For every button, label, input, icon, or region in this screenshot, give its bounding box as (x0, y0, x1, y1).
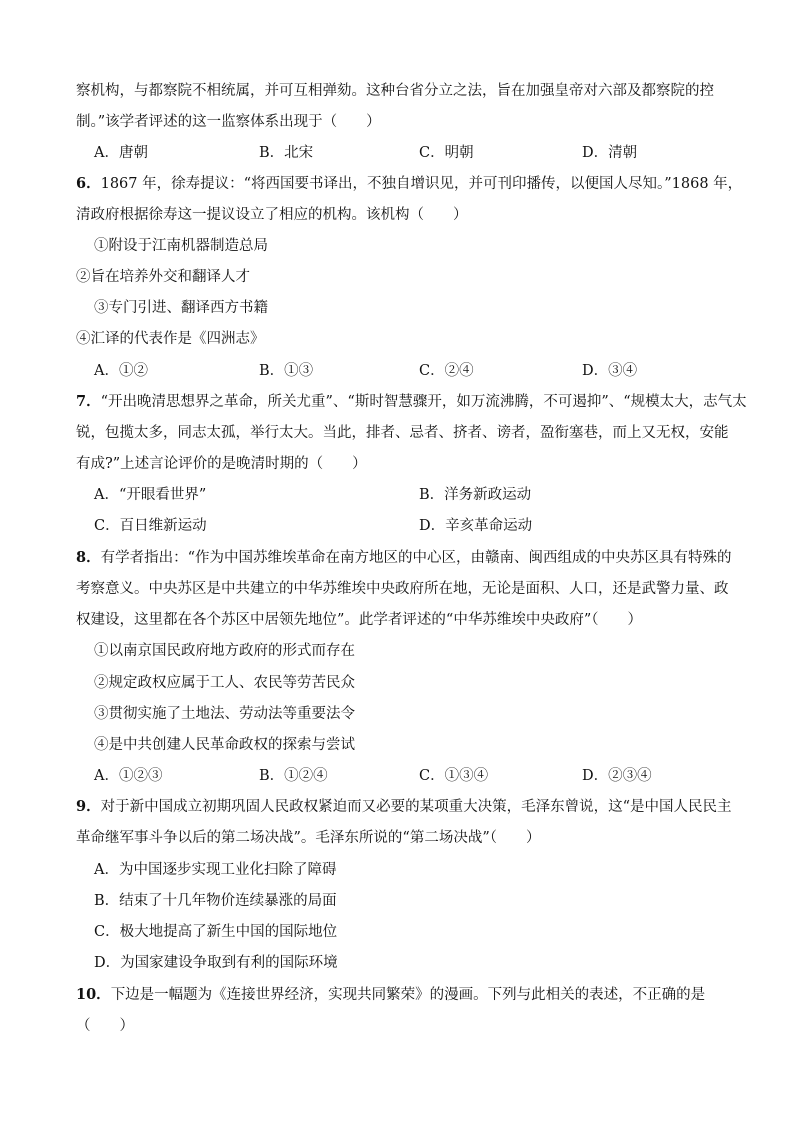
q5-line-2: 制。”该学者评述的这一监察体系出现于（ ） (76, 114, 381, 130)
q7-line-1 (76, 392, 754, 412)
q6-number: 6． (76, 175, 101, 192)
q9-line-1 (76, 797, 754, 817)
q7-line-2: 锐，包揽太多，同志太孤，举行太大。当此，排者、忌者、挤者、谤者，盈衔塞巷，而上又无权，安能 (76, 425, 729, 441)
q5-option-d[interactable]: D．清朝 (582, 145, 638, 161)
q7-option-b[interactable]: B．洋务新政运动 (419, 487, 532, 503)
q6-line-2: 清政府根据徐寿这一提议设立了相应的机构。该机构（ ） (76, 207, 468, 223)
q6-option-c[interactable]: C．②④ (419, 363, 474, 379)
q7-option-a[interactable]: A．“开眼看世界” (94, 487, 207, 503)
q6-item-2: ②旨在培养外交和翻译人才 (76, 269, 250, 285)
q7-line-3: 有成?”上述言论评价的是晚清时期的（ ） (76, 456, 367, 472)
q8-item-2: ②规定政权应属于工人、农民等劳苦民众 (94, 675, 355, 691)
q10-line-1 (76, 985, 754, 1005)
q8-option-c[interactable]: C．①③④ (419, 768, 489, 784)
q6-item-1: ①附设于江南机器制造总局 (94, 238, 268, 254)
q6-option-d[interactable]: D．③④ (582, 363, 638, 379)
q8-line-3: 权建设，这里都在各个苏区中居领先地位”。此学者评述的“中华苏维埃中央政府”（ ） (76, 612, 642, 628)
q5-options (94, 143, 754, 163)
q8-item-4: ④是中共创建人民革命政权的探索与尝试 (94, 737, 355, 753)
q7-text-1: “开出晚清思想界之革命，所关尤重”、“斯时智慧骤开，如万流沸腾，不可遏抑”、“规模太大，志气太 (100, 394, 747, 410)
q7-option-d[interactable]: D．辛亥革命运动 (419, 518, 533, 534)
q10-text-1: 下边是一幅题为《连接世界经济，实现共同繁荣》的漫画。下列与此相关的表述，不正确的是 (110, 987, 706, 1003)
q6-item-4: ④汇译的代表作是《四洲志》 (76, 331, 265, 347)
q7-options-row-1 (94, 485, 754, 505)
q6-options (94, 361, 754, 381)
q9-text-1: 对于新中国成立初期巩固人民政权紧迫而又必要的某项重大决策，毛泽东曾说，这“是中国人民民主 (100, 799, 732, 815)
q10-line-2: （ ） (76, 1018, 134, 1034)
q8-line-1 (76, 548, 754, 568)
q5-option-b[interactable]: B．北宋 (259, 145, 314, 161)
q8-option-a[interactable]: A．①②③ (94, 768, 163, 784)
q7-options-row-2 (94, 516, 754, 536)
q8-line-2: 考察意义。中央苏区是中共建立的中华苏维埃中央政府所在地，无论是面积、人口，还是武警力量、政 (76, 581, 729, 597)
q5-option-a[interactable]: A．唐朝 (94, 145, 148, 161)
q8-number: 8． (76, 549, 101, 566)
q9-number: 9． (76, 798, 101, 815)
q10-number: 10． (76, 986, 111, 1003)
q6-item-3: ③专门引进、翻译西方书籍 (94, 300, 268, 316)
q6-option-a[interactable]: A．①② (94, 363, 148, 379)
q8-option-b[interactable]: B．①②④ (259, 768, 328, 784)
q9-option-c[interactable]: C．极大地提高了新生中国的国际地位 (94, 924, 338, 940)
q6-line-1 (76, 174, 754, 194)
q9-option-b[interactable]: B．结束了十几年物价连续暴涨的局面 (94, 893, 337, 909)
q5-option-c[interactable]: C．明朝 (419, 145, 474, 161)
q8-option-d[interactable]: D．②③④ (582, 768, 652, 784)
q6-text-1: 1867 年，徐寿提议：“将西国要书译出，不独自增识见，并可刊印播传，以便国人尽知。”1868 年， (100, 176, 743, 192)
q8-text-1: 有学者指出：“作为中国苏维埃革命在南方地区的中心区，由赣南、闽西组成的中央苏区具有特殊的 (100, 550, 732, 566)
q9-option-d[interactable]: D．为国家建设争取到有利的国际环境 (94, 955, 338, 971)
q8-item-1: ①以南京国民政府地方政府的形式而存在 (94, 643, 355, 659)
q6-option-b[interactable]: B．①③ (259, 363, 314, 379)
q8-item-3: ③贯彻实施了土地法、劳动法等重要法令 (94, 706, 355, 722)
q8-options (94, 766, 754, 786)
q9-line-2: 革命继军事斗争以后的第二场决战”。毛泽东所说的“第二场决战”（ ） (76, 830, 541, 846)
q9-option-a[interactable]: A．为中国逐步实现工业化扫除了障碍 (94, 862, 337, 878)
q7-number: 7． (76, 393, 101, 410)
q7-option-c[interactable]: C．百日维新运动 (94, 518, 207, 534)
q5-line-1: 察机构，与都察院不相统属，并可互相弹劾。这种台省分立之法，旨在加强皇帝对六部及都察院的控 (76, 83, 714, 99)
